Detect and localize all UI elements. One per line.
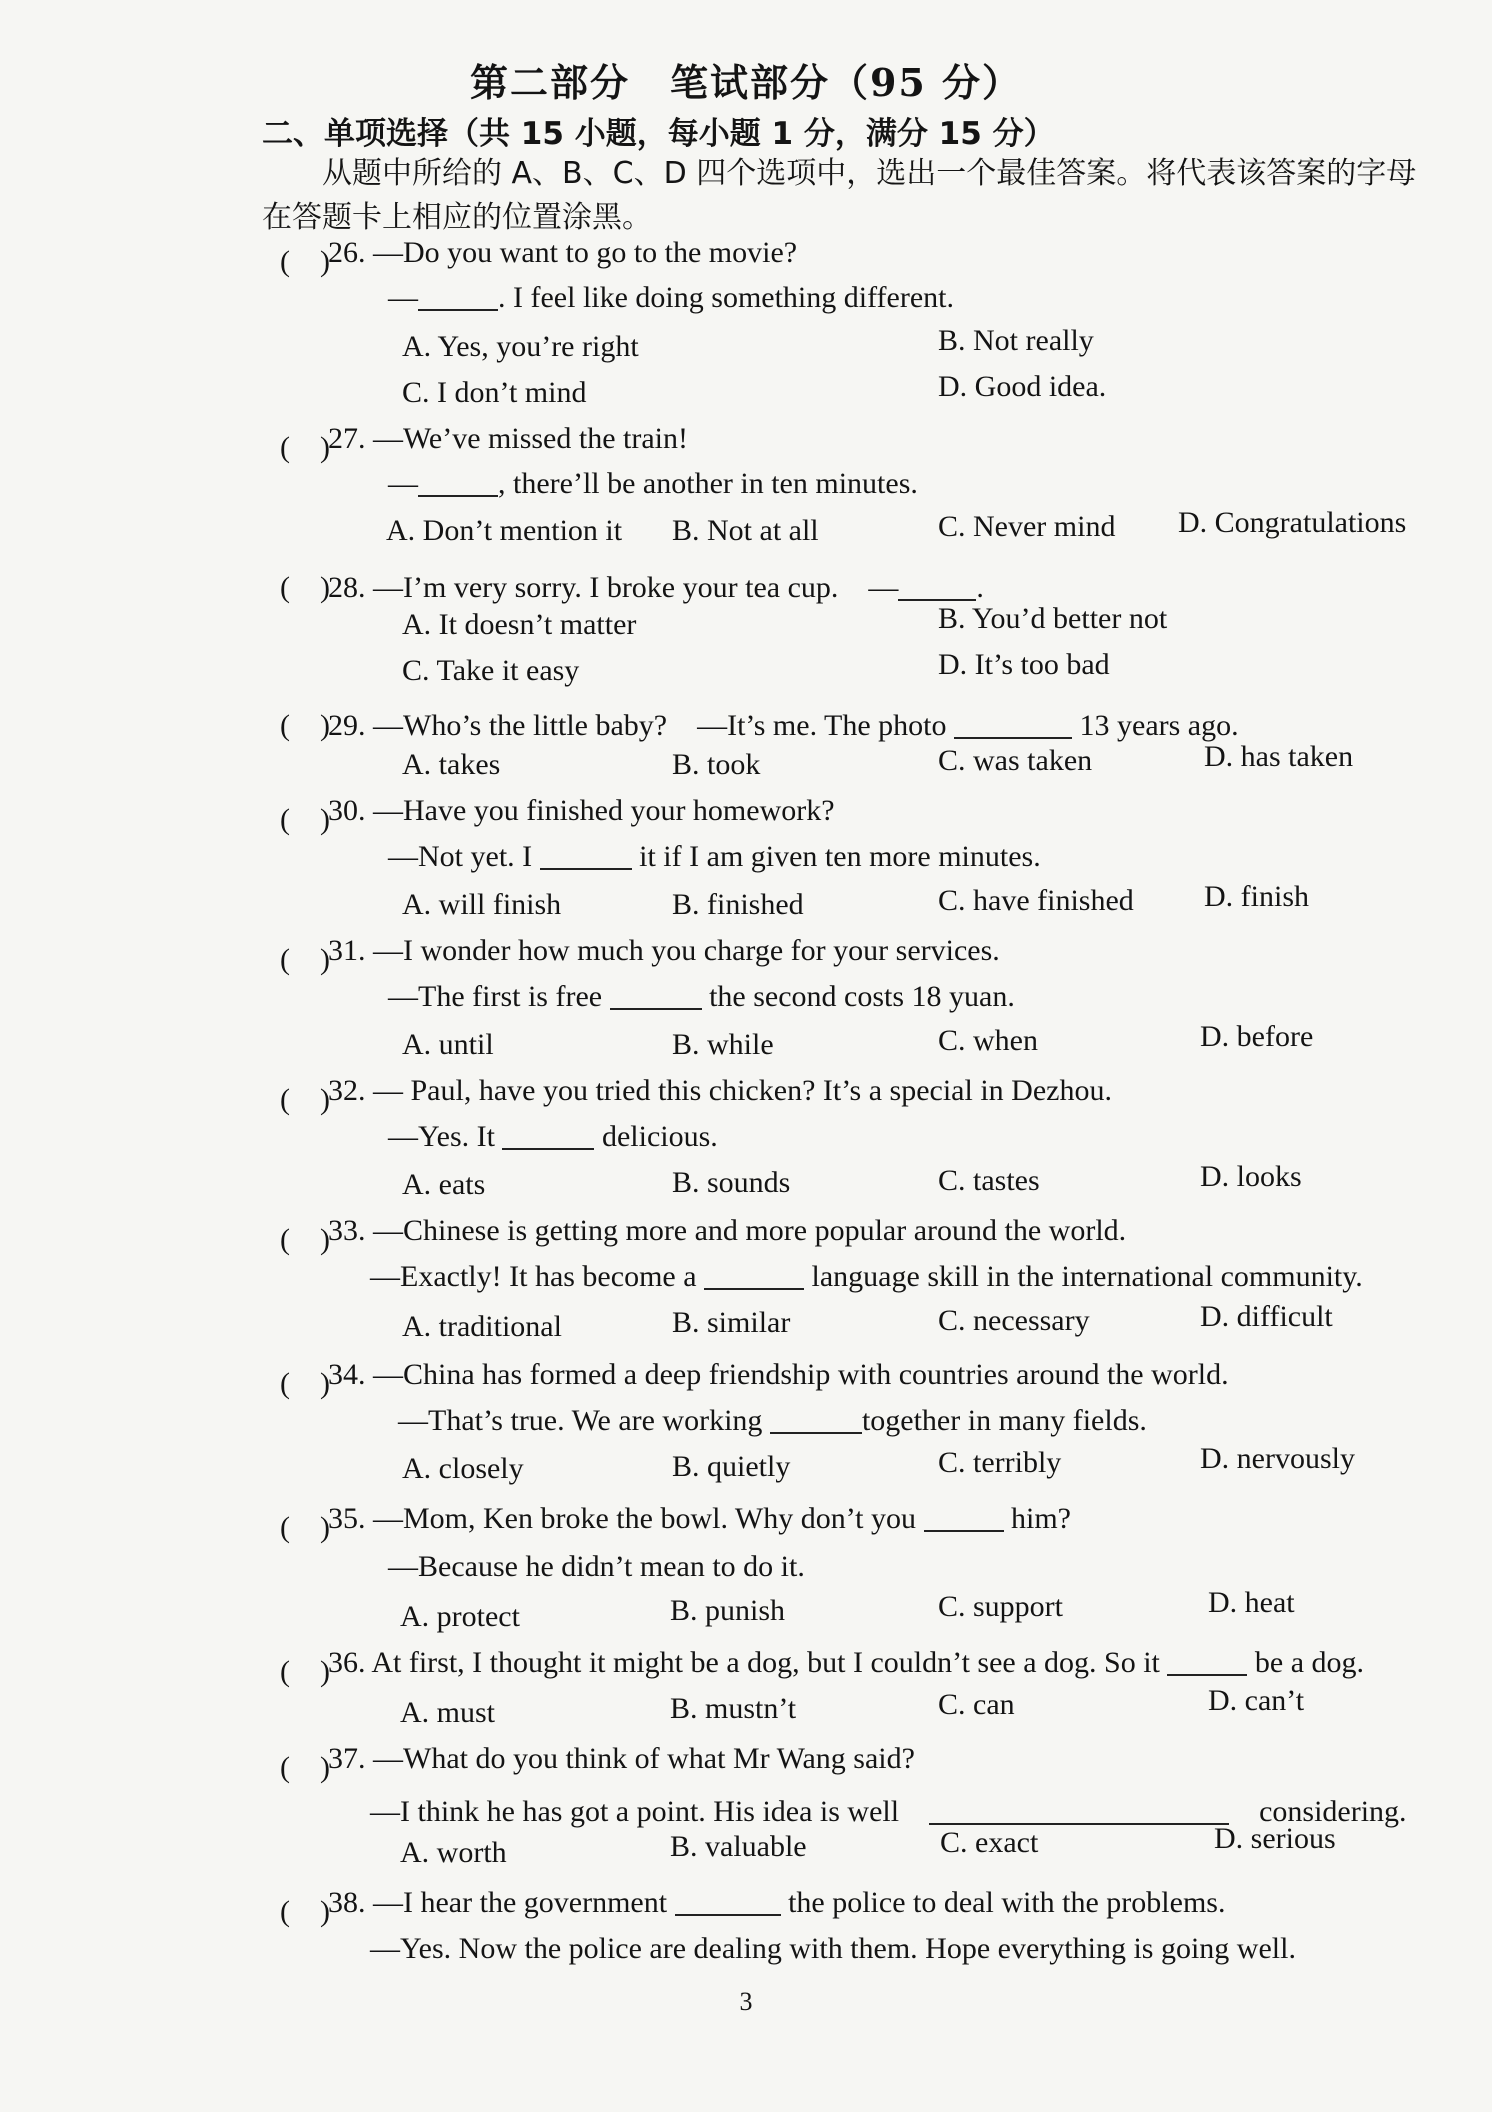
question-29: 29. —Who’s the little baby? —It’s me. The photo 13 years ago.	[328, 709, 1239, 742]
option-b[interactable]: B. Not at all	[672, 514, 819, 547]
question-reply: — . I feel like doing something different.	[388, 281, 954, 314]
question-38: 38. —I hear the government the police to deal with the problems.	[328, 1886, 1226, 1919]
answer-paren[interactable]: ( )	[280, 1511, 330, 1544]
answer-paren[interactable]: ( )	[280, 1655, 330, 1688]
question-33	[328, 1214, 1126, 1248]
option-b[interactable]: B. mustn’t	[670, 1692, 797, 1725]
answer-blank	[770, 1404, 862, 1434]
answer-paren[interactable]: ( )	[280, 803, 330, 836]
question-26	[328, 236, 797, 270]
answer-paren[interactable]: ( )	[280, 431, 330, 464]
question-number: 38.	[328, 1886, 366, 1919]
option-a[interactable]: A. takes	[402, 748, 501, 781]
option-b[interactable]: B. punish	[670, 1594, 786, 1627]
question-number: 33.	[328, 1214, 366, 1247]
answer-blank	[1167, 1646, 1247, 1676]
question-number: 26.	[328, 236, 366, 269]
question-number: 31.	[328, 934, 366, 967]
question-prompt: — Paul, have you tried this chicken? It’s a special in Dezhou.	[373, 1074, 1112, 1107]
question-number: 30.	[328, 794, 366, 827]
question-prompt: —Chinese is getting more and more popular around the world.	[373, 1214, 1127, 1247]
question-number: 29.	[328, 709, 366, 742]
option-c[interactable]: C. when	[938, 1024, 1038, 1057]
question-36: 36. At first, I thought it might be a dog, but I couldn’t see a dog. So it be a dog.	[328, 1646, 1365, 1679]
option-b[interactable]: B. You’d better not	[938, 602, 1168, 635]
question-30	[328, 794, 835, 828]
option-a[interactable]: A. closely	[402, 1452, 524, 1485]
option-a[interactable]: A. It doesn’t matter	[402, 608, 637, 641]
option-b[interactable]: B. while	[672, 1028, 774, 1061]
question-34	[328, 1358, 1229, 1392]
question-number: 37.	[328, 1742, 366, 1775]
instructions-line-2: 在答题卡上相应的位置涂黑。	[262, 200, 652, 235]
answer-blank	[418, 467, 498, 497]
answer-blank	[898, 571, 976, 601]
option-a[interactable]: A. will finish	[402, 888, 562, 921]
option-b[interactable]: B. valuable	[670, 1830, 807, 1863]
option-b[interactable]: B. took	[672, 748, 761, 781]
option-c[interactable]: C. I don’t mind	[402, 376, 587, 409]
answer-blank	[704, 1260, 804, 1290]
page-number: 3	[739, 1987, 753, 2016]
option-a[interactable]: A. traditional	[402, 1310, 562, 1343]
question-number: 34.	[328, 1358, 366, 1391]
question-31	[328, 934, 1000, 968]
option-d[interactable]: D. difficult	[1200, 1300, 1333, 1333]
question-reply: — , there’ll be another in ten minutes.	[388, 467, 918, 500]
question-prompt: —I wonder how much you charge for your services.	[373, 934, 1000, 967]
answer-blank	[540, 840, 632, 870]
part-title: 第二部分 笔试部分（95 分）	[469, 60, 1023, 105]
option-a[interactable]: A. eats	[402, 1168, 486, 1201]
option-c[interactable]: C. Never mind	[938, 510, 1116, 543]
answer-paren[interactable]: ( )	[280, 1083, 330, 1116]
question-reply: —That’s true. We are working together in many fields.	[398, 1404, 1147, 1437]
answer-blank	[675, 1886, 781, 1916]
question-reply: —I think he has got a point. His idea is well considering.	[370, 1795, 1407, 1828]
option-c[interactable]: C. necessary	[938, 1304, 1090, 1337]
option-d[interactable]: D. looks	[1200, 1160, 1302, 1193]
question-reply: —Yes. It delicious.	[388, 1120, 718, 1153]
question-27	[328, 422, 688, 456]
option-d[interactable]: D. finish	[1204, 880, 1309, 913]
option-c[interactable]: C. have finished	[938, 884, 1134, 917]
answer-blank	[954, 709, 1072, 739]
option-c[interactable]: C. terribly	[938, 1446, 1062, 1479]
option-a[interactable]: A. protect	[400, 1600, 520, 1633]
question-prompt: —China has formed a deep friendship with countries around the world.	[373, 1358, 1229, 1391]
option-c[interactable]: C. was taken	[938, 744, 1093, 777]
answer-blank	[929, 1795, 1229, 1825]
question-number: 32.	[328, 1074, 366, 1107]
question-prompt: —Have you finished your homework?	[373, 794, 835, 827]
answer-paren[interactable]: ( )	[280, 1223, 330, 1256]
question-prompt: —I hear the government	[373, 1886, 668, 1919]
answer-paren[interactable]: ( )	[280, 1367, 330, 1400]
answer-paren[interactable]: ( )	[280, 943, 330, 976]
option-d[interactable]: D. heat	[1208, 1586, 1295, 1619]
question-number: 28.	[328, 571, 366, 604]
answer-paren[interactable]: ( )	[280, 709, 330, 742]
question-prompt: —Mom, Ken broke the bowl. Why don’t you	[373, 1502, 917, 1535]
question-reply: —Not yet. I it if I am given ten more minutes.	[388, 840, 1041, 873]
option-d[interactable]: D. nervously	[1200, 1442, 1355, 1475]
option-d[interactable]: D. has taken	[1204, 740, 1354, 773]
question-prompt: —We’ve missed the train!	[373, 422, 688, 455]
option-c[interactable]: C. tastes	[938, 1164, 1040, 1197]
answer-blank	[924, 1502, 1004, 1532]
option-b[interactable]: B. Not really	[938, 324, 1094, 357]
question-prompt: —Do you want to go to the movie?	[373, 236, 798, 269]
question-number: 35.	[328, 1502, 366, 1535]
question-number: 27.	[328, 422, 366, 455]
option-a[interactable]: A. until	[402, 1028, 494, 1061]
question-prompt: —I’m very sorry. I broke your tea cup. —	[373, 571, 899, 604]
option-a[interactable]: A. worth	[400, 1836, 507, 1869]
answer-paren[interactable]: ( )	[280, 571, 330, 604]
option-d[interactable]: D. Good idea.	[938, 370, 1107, 403]
question-32	[328, 1074, 1112, 1108]
option-c[interactable]: C. exact	[940, 1826, 1039, 1859]
option-b[interactable]: B. sounds	[672, 1166, 791, 1199]
option-a[interactable]: A. must	[400, 1696, 496, 1729]
question-37	[328, 1742, 915, 1776]
option-b[interactable]: B. quietly	[672, 1450, 791, 1483]
option-b[interactable]: B. finished	[672, 888, 804, 921]
instructions-line-1: 从题中所给的 A、B、C、D 四个选项中，选出一个最佳答案。将代表该答案的字母	[322, 156, 1417, 191]
option-a[interactable]: A. Don’t mention it	[386, 514, 623, 547]
question-prompt: —Who’s the little baby? —It’s me. The photo	[373, 709, 947, 742]
question-28: 28. —I’m very sorry. I broke your tea cup. — .	[328, 571, 984, 604]
option-d[interactable]: D. It’s too bad	[938, 648, 1110, 681]
answer-paren[interactable]: ( )	[280, 1751, 330, 1784]
answer-paren[interactable]: ( )	[280, 245, 330, 278]
section-heading: 二、单项选择（共 15 小题，每小题 1 分，满分 15 分）	[262, 116, 1055, 152]
option-d[interactable]: D. serious	[1214, 1822, 1336, 1855]
question-number: 36.	[328, 1646, 366, 1679]
option-a[interactable]: A. Yes, you’re right	[402, 330, 639, 363]
option-c[interactable]: C. can	[938, 1688, 1015, 1721]
question-reply: —Exactly! It has become a language skill in the international community.	[370, 1260, 1363, 1293]
question-reply: —The first is free the second costs 18 yuan.	[388, 980, 1015, 1013]
option-c[interactable]: C. support	[938, 1590, 1064, 1623]
question-prompt: At first, I thought it might be a dog, but I couldn’t see a dog. So it	[371, 1646, 1160, 1679]
answer-blank	[610, 980, 702, 1010]
option-b[interactable]: B. similar	[672, 1306, 791, 1339]
question-reply: —Because he didn’t mean to do it.	[388, 1550, 805, 1583]
answer-blank	[502, 1120, 594, 1150]
option-c[interactable]: C. Take it easy	[402, 654, 580, 687]
option-d[interactable]: D. Congratulations	[1178, 506, 1407, 539]
option-d[interactable]: D. can’t	[1208, 1684, 1305, 1717]
question-35: 35. —Mom, Ken broke the bowl. Why don’t you him?	[328, 1502, 1072, 1535]
question-reply: —Yes. Now the police are dealing with them. Hope everything is going well.	[370, 1932, 1296, 1965]
answer-blank	[418, 281, 498, 311]
option-d[interactable]: D. before	[1200, 1020, 1314, 1053]
question-prompt: —What do you think of what Mr Wang said?	[373, 1742, 915, 1775]
answer-paren[interactable]: ( )	[280, 1895, 330, 1928]
